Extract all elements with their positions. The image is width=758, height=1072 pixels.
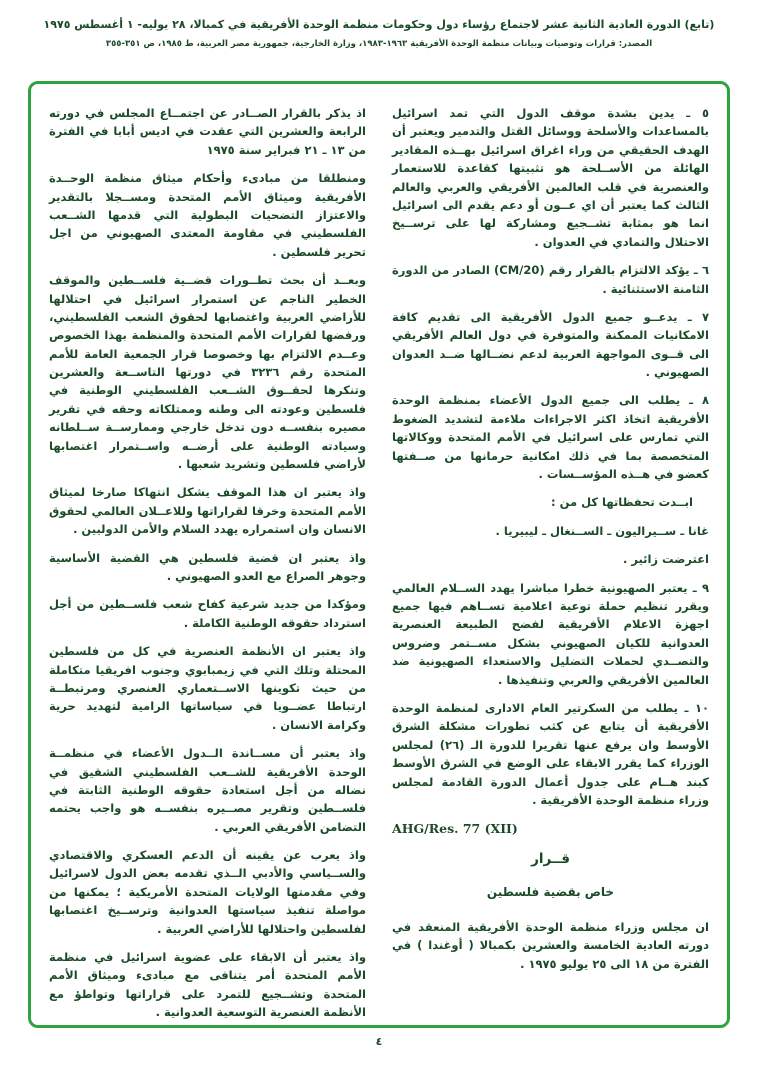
paragraph: واذ يعتبر أن مســاندة الــدول الأعضاء في منظمــة الوحدة الأفريقية للشــعب الفلسطيني الشقيق في نضاله من أجل استعادة حقوقه الوطنية الثابتة في فلســطين وتقرير مصــيره بنفســه هو واجب يحتمه التضامن الأفريقي العربي . bbox=[49, 746, 366, 834]
resolution-subtitle: خاص بقضية فلسطين bbox=[486, 884, 615, 899]
paragraph: اذ يذكر بالقرار الصــادر عن اجتمــاع المجلس في دورته الرابعة والعشرين التي عقدت في اديس أبابا في الفترة من ١٣ ـ ٢١ فبراير سنة ١٩٧٥ bbox=[49, 106, 366, 157]
objection-note: اعترضت زائير . bbox=[622, 552, 709, 567]
paragraph: ومؤكدا من جديد شرعية كفاح شعب فلســطين من أجل استرداد حقوقه الوطنية الكاملة . bbox=[49, 597, 366, 630]
column-right bbox=[392, 104, 709, 1013]
paragraph: واذ يعتبر ان الأنظمة العنصرية في كل من فلسطين المحتلة وتلك التي في زيمبابوي وجنوب افريقيا متكاملة من حيث تكوينها الاســتعماري العنصري ومرتبطــة ارتباطا عضــويا في سياساتها الرامية لتهديد حرية وكرامة الانسان . bbox=[49, 644, 366, 732]
paragraph: وبعــد أن بحث تطــورات قضــية فلســطين والموقف الخطير الناجم عن استمرار اسرائيل في احتلالها للأراضي العربية واغتصابها لحقوق الشعب الفلسطيني، ورفضها لقرارات الأمم المتحدة والمنظمة بهذا الخصوص وعــدم الالتزام بها وخصوصا قرار الجمعية العامة للأمم المتحدة رقم ٣٢٣٦ في دورتها التاســعة والعشرين وتنكرها لحقــوق الشــعب الفلسطيني الوطنية في فلسطين وعودته الى وطنه وممتلكاته وحقه في تقرير مصيره بنفســه دون تدخل خارجي وممارســة ســلطانه وسيادته الوطنية على أرضــه واســتمرار اغتصابها لأراضي فلسطين وتشريد شعبها . bbox=[49, 273, 366, 472]
column-left bbox=[49, 104, 366, 1020]
paragraph: ومنطلقا من مبادىء وأحكام ميثاق منظمة الوحــدة الأفريقية وميثاق الأمم المتحدة ومســجلا بالتقدير والاعتزاز التضحيات البطولية التي قدمها الشــعب الفلسطيني في مقاومة المعتدى الصهيوني من اجل تحرير فلسطين . bbox=[49, 171, 366, 259]
page-number: ٤ bbox=[375, 1035, 383, 1048]
paragraph: ٥ ـ يدين بشدة موقف الدول التي تمد اسرائيل بالمساعدات والأسلحة ووسائل القتل والتدمير ويعتبر أن الهدف الحقيقي من وراء اغراق اسرائيل بهــذه المقادير الهائلة من الأســلحة هو تثبيتها كقاعدة للاستعمار والعنصرية في قلب العالمين الأفريقي والعربي والعالم الثالث كما يعتبر أن اي عــون أو دعم يقدم الى اسرائيل انما هو بمثابة تشــجيع ومشاركة لها على ترســيخ الاحتلال والتمادي في العدوان . bbox=[392, 106, 709, 249]
two-column-layout bbox=[49, 104, 709, 1020]
paragraph: واذ يعتبر أن الابقاء على عضوية اسرائيل في منظمة الأمم المتحدة أمر يتنافى مع مبادىء وميثاق الأمم المتحدة وتشــجيع للتمرد على قراراتها وتواطؤ مع الأنظمة العنصرية التوسعية العدوانية . bbox=[49, 950, 366, 1020]
green-border-frame bbox=[28, 81, 730, 1028]
resolution-opening: ان مجلس وزراء منظمة الوحدة الأفريقية المنعقد في دورته العادية الخامسة والعشرين بكمبالا ( أوغندا ) في الفترة من ١٨ الى ٢٥ يوليو ١٩٧٥ . bbox=[392, 920, 709, 971]
header-title: (تابع) الدورة العادية الثانية عشر لاجتماع رؤساء دول وحكومات منظمة الوحدة الأفريقية في كمبالا، ٢٨ يوليه- ١ أغسطس ١٩٧٥ bbox=[43, 18, 715, 31]
paragraph: ٩ ـ يعتبر الصهيونية خطرا مباشرا يهدد الســلام العالمي ويقرر تنظيم حملة توعية اعلامية تســاهم فيها جميع اجهزة الاعلام الأفريقية لفضح الطبيعة العنصرية العدوانية للكيان الصهيوني بشكل مســتمر وضروس والتصــدي لحملات التضليل والاستعداء الصهيونية ضد العالمين الأفريقي والعربي وتنفيذها . bbox=[392, 580, 709, 687]
page-header bbox=[0, 18, 758, 49]
resolution-title: قــرار bbox=[531, 851, 570, 868]
paragraph: ٦ ـ يؤكد الالتزام بالقرار رقم (CM/20) الصادر من الدورة الثامنة الاستثنائية . bbox=[392, 263, 709, 296]
header-source: المصدر: قرارات وتوصيات وبيانات منظمة الوحدة الأفريقية ١٩٦٣-١٩٨٣، وزارة الخارجية، جمهورية مصر العربية، ط ١٩٨٥، ص ٣٥١-٣٥٥ bbox=[105, 39, 653, 49]
paragraph: واذ يعتبر ان هذا الموقف يشكل انتهاكا صارخا لميثاق الأمم المتحدة وخرقا لقراراتها وللاعــلان العالمي لحقوق الانسان وان استمراره يهدد السلام والأمن الدوليين . bbox=[49, 485, 366, 537]
paragraph: ١٠ ـ يطلب من السكرتير العام الادارى لمنظمة الوحدة الأفريقية أن يتابع عن كثب تطورات مشكلة الشرق الأوسط وان يرفع عنها تقريرا للدورة الـ (٢٦) لمجلس الوزراء كما يقرر الابقاء على الوضع في الشرق الأوسط كبند هــام على جدول أعمال الدورة القادمة لمجلس وزراء منظمة الوحدة الأفريقية . bbox=[392, 700, 709, 807]
paragraph: واذ يعتبر ان قضية فلسطين هي القضية الأساسية وجوهر الصراع مع العدو الصهيوني . bbox=[49, 550, 366, 583]
paragraph: ٧ ـ يدعــو جميع الدول الأفريقية الى تقديم كافة الامكانيات الممكنة والمتوفرة في دول العالم الأفريقي الى قــوى المواجهة العربية لدعم نضــالها ضــد العدوان الصهيوني . bbox=[392, 309, 709, 380]
reservations-list: غانا ـ ســيراليون ـ الســنغال ـ ليبيريا . bbox=[495, 523, 709, 538]
reservations-intro: ابــدت تحفظاتها كل من : bbox=[551, 495, 693, 510]
page-footer bbox=[0, 1035, 758, 1048]
paragraph: واذ يعرب عن يقينه أن الدعم العسكري والاقتصادي والســياسي والأدبي الــذي تقدمه بعض الدول لاسرائيل وفي مقدمتها الولايات المتحدة الأمريكية ؛ يمكنها من مواصلة تنفيذ سياستها العدوانية وترســيخ اغتصابها لفلسطين واحتلالها للأراضي العربية . bbox=[49, 848, 366, 936]
resolution-reference: AHG/Res. 77 (XII) bbox=[392, 821, 518, 837]
paragraph: ٨ ـ يطلب الى جميع الدول الأعضاء بمنظمة الوحدة الأفريقية اتخاذ اكثر الاجراءات ملاءمة لتشديد الضغوط التي تمارس على اسرائيل في الأمم المتحدة ووكالاتها المتخصصة بما في ذلك امكانية حرمانها من صــفتها كعضو في هــذه المؤســسات . bbox=[392, 393, 709, 482]
